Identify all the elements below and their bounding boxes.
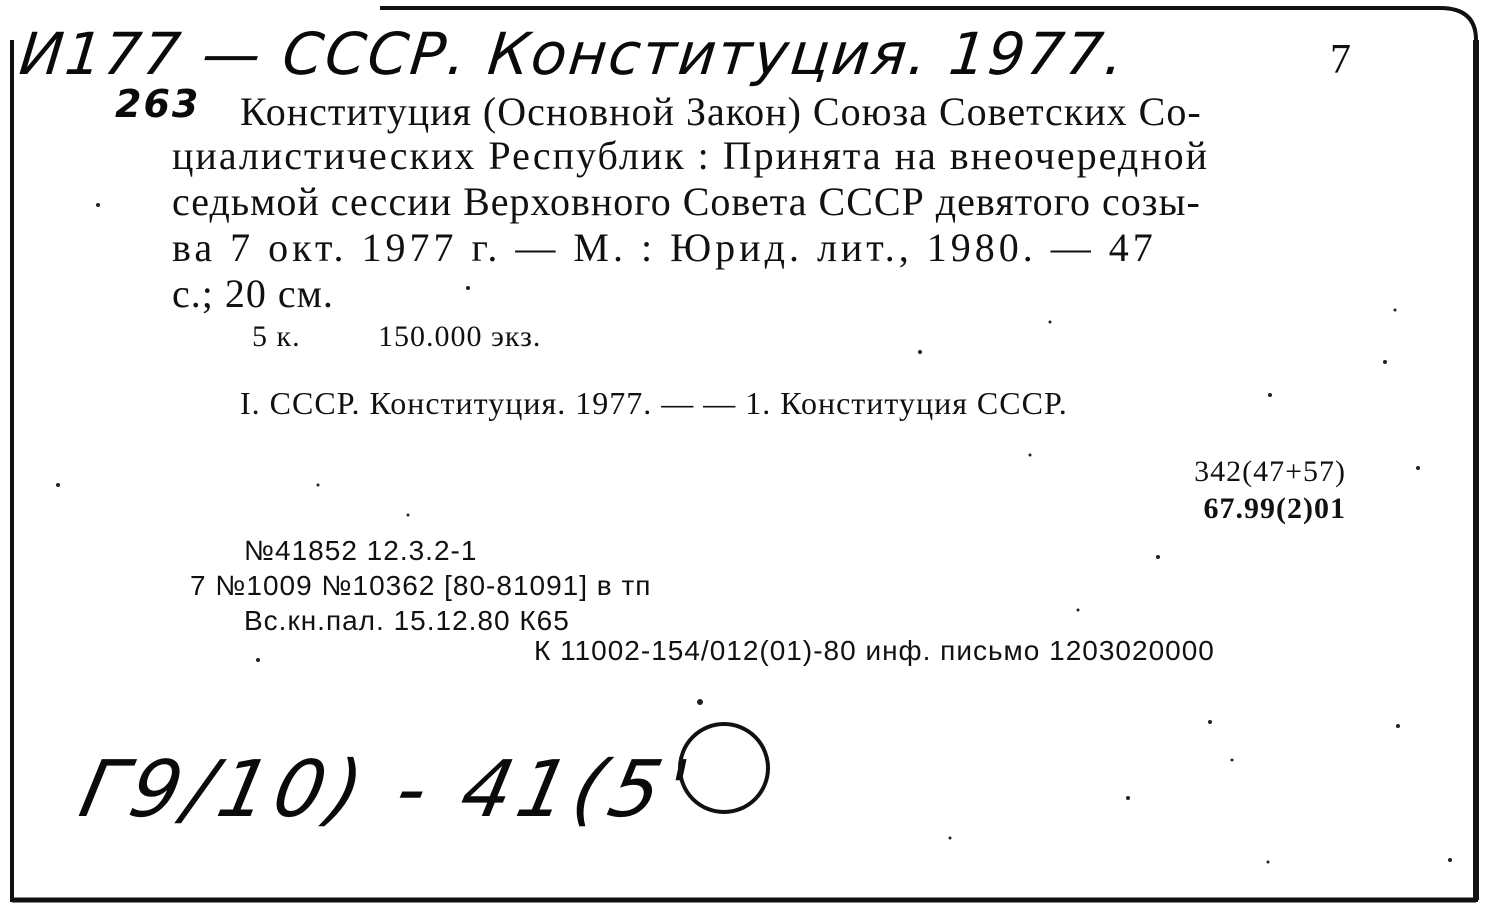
description-line-3: седьмой сессии Верховного Совета СССР девятого созы-	[172, 179, 1201, 224]
handwritten-heading: И177 — СССР. Конституция. 1977.	[16, 20, 1129, 88]
punch-hole-circle	[672, 716, 782, 826]
price: 5 к.	[252, 320, 301, 353]
classification-udc: 342(47+57)	[1194, 455, 1346, 488]
description-line-1: Конституция (Основной Закон) Союза Советских Со-	[240, 89, 1202, 134]
tracings: I. СССР. Конституция. 1977. — — 1. Конституция СССР.	[240, 385, 1068, 421]
handwritten-call-code: Г9/10) - 41(5'	[72, 745, 704, 835]
tech-line-1: №41852 12.3.2-1	[244, 535, 478, 566]
classification-bbk: 67.99(2)01	[1203, 492, 1346, 525]
tech-line-4: К 11002-154/012(01)-80 инф. письмо 1203020000	[534, 635, 1215, 666]
handwritten-shelf-number: 263	[115, 82, 201, 126]
description-line-4: ва 7 окт. 1977 г. — М. : Юрид. лит., 1980. — 47	[172, 225, 1157, 270]
print-run: 150.000 экз.	[378, 320, 542, 353]
tech-line-3: Вс.кн.пал. 15.12.80 К65	[244, 605, 570, 636]
description-line-2: циалистических Республик : Принята на внеочередной	[172, 133, 1210, 178]
description-line-5: с.; 20 см.	[172, 271, 334, 316]
tech-line-2: 7 №1009 №10362 [80-81091] в тп	[190, 570, 652, 601]
page-number: 7	[1330, 37, 1351, 83]
